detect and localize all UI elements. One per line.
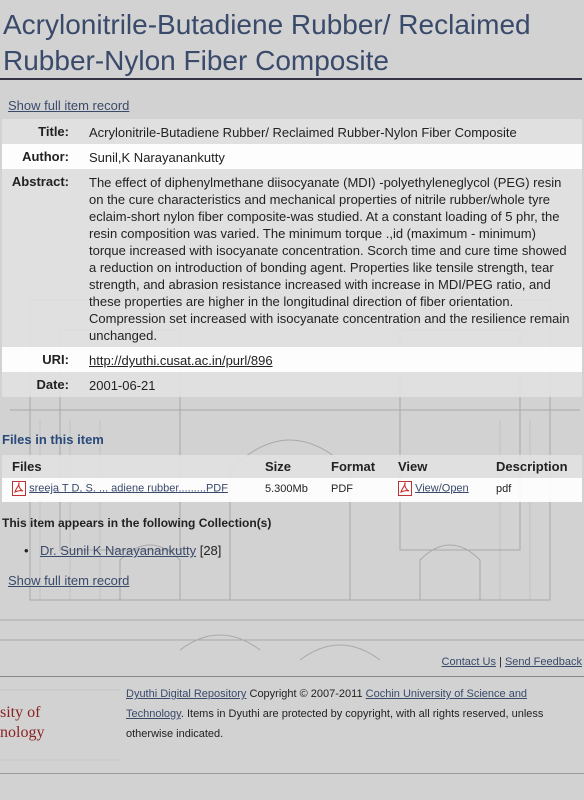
collection-link[interactable]: Dr. Sunil K Narayanankutty: [40, 543, 197, 558]
logo-line-2: nology: [0, 724, 45, 741]
date-label: Date:: [36, 377, 69, 392]
footer-bottom-divider: [0, 773, 584, 774]
files-heading: Files in this item: [2, 432, 104, 447]
metadata-row-author: [2, 144, 582, 169]
metadata-row-title: [2, 119, 582, 144]
pdf-icon: [12, 481, 26, 496]
uri-link[interactable]: http://dyuthi.cusat.ac.in/purl/896: [89, 353, 273, 368]
copyright-notice: . Items in Dyuthi are protected by copyright, with all rights reserved, unless otherwise indicated.: [126, 708, 544, 740]
metadata-row-date: [2, 372, 582, 397]
collections-heading: This item appears in the following Collection(s): [2, 516, 272, 530]
footer-separator: |: [499, 656, 502, 668]
collection-list: [26, 543, 221, 558]
file-download-link[interactable]: sreeja T D, S. ... adiene rubber.........PDF: [29, 482, 228, 495]
university-link[interactable]: Cochin University of Science and Technology: [126, 688, 528, 720]
repository-link[interactable]: Dyuthi Digital Repository: [126, 688, 247, 700]
footer-links: [442, 656, 582, 668]
file-cell: [12, 481, 228, 496]
university-logo-text: [0, 703, 60, 743]
title-value: Acrylonitrile-Butadiene Rubber/ Reclaimed Rubber-Nylon Fiber Composite: [89, 125, 517, 140]
date-value: 2001-06-21: [89, 378, 156, 393]
column-header-files: Files: [12, 459, 42, 474]
table-row: [2, 478, 582, 502]
file-format: PDF: [331, 483, 353, 495]
show-full-record-link-bottom[interactable]: Show full item record: [8, 573, 130, 588]
list-item: [40, 543, 221, 558]
send-feedback-link[interactable]: Send Feedback: [504, 656, 582, 668]
logo-line-1: sity of: [0, 704, 41, 721]
metadata-row-uri: [2, 347, 582, 372]
contact-us-link[interactable]: Contact Us: [441, 656, 496, 668]
collection-count: [28]: [199, 543, 222, 558]
show-full-record-link[interactable]: Show full item record: [8, 98, 130, 113]
column-header-view: View: [398, 459, 428, 474]
title-divider: [0, 78, 582, 80]
copyright-text: Copyright © 2007-2011: [246, 688, 366, 700]
author-value: Sunil,K Narayanankutty: [89, 150, 225, 165]
metadata-row-abstract: [2, 169, 582, 347]
abstract-label: Abstract:: [11, 174, 69, 189]
view-cell: [398, 481, 469, 496]
view-open-link[interactable]: View/Open: [415, 482, 469, 495]
author-label: Author:: [22, 149, 69, 164]
list-bullet: •: [24, 543, 29, 558]
title-label: Title:: [38, 124, 69, 139]
column-header-format: Format: [331, 459, 376, 474]
uri-label: URI:: [42, 352, 69, 367]
file-description: pdf: [496, 483, 512, 495]
page-title: Acrylonitrile-Butadiene Rubber/ Reclaimed Rubber-Nylon Fiber Composite: [3, 9, 531, 76]
column-header-size: Size: [265, 459, 292, 474]
footer-copyright: [126, 684, 566, 744]
footer-divider: [0, 676, 584, 677]
file-size: 5.300Mb: [265, 483, 308, 495]
column-header-description: Description: [496, 459, 568, 474]
pdf-icon: [398, 481, 412, 496]
files-table-header: [2, 455, 582, 478]
abstract-value: The effect of diphenylmethane diisocyanate (MDI) -polyethyleneglycol (PEG) resin on the cure characteristics and mechanical properties of nitrile rubber/whole tyre eclaim-short nylon fiber composite-was studied. At a constant loading of 5 phr, the resin composition was varied. The minimum torque .,id (maximum - minimum) torque increased with isocyanate concentration. Scorch time and cure time showed a reduction on introduction of bonding agent. Properties like tensile strength, tear strength, and abrasion resistance increased with increase in MDI/PEG ratio, and these properties are higher in the longitudinal direction of fiber orientation. Compression set increased with isocyanate concentration and the resilience remain unchanged.: [89, 175, 570, 343]
